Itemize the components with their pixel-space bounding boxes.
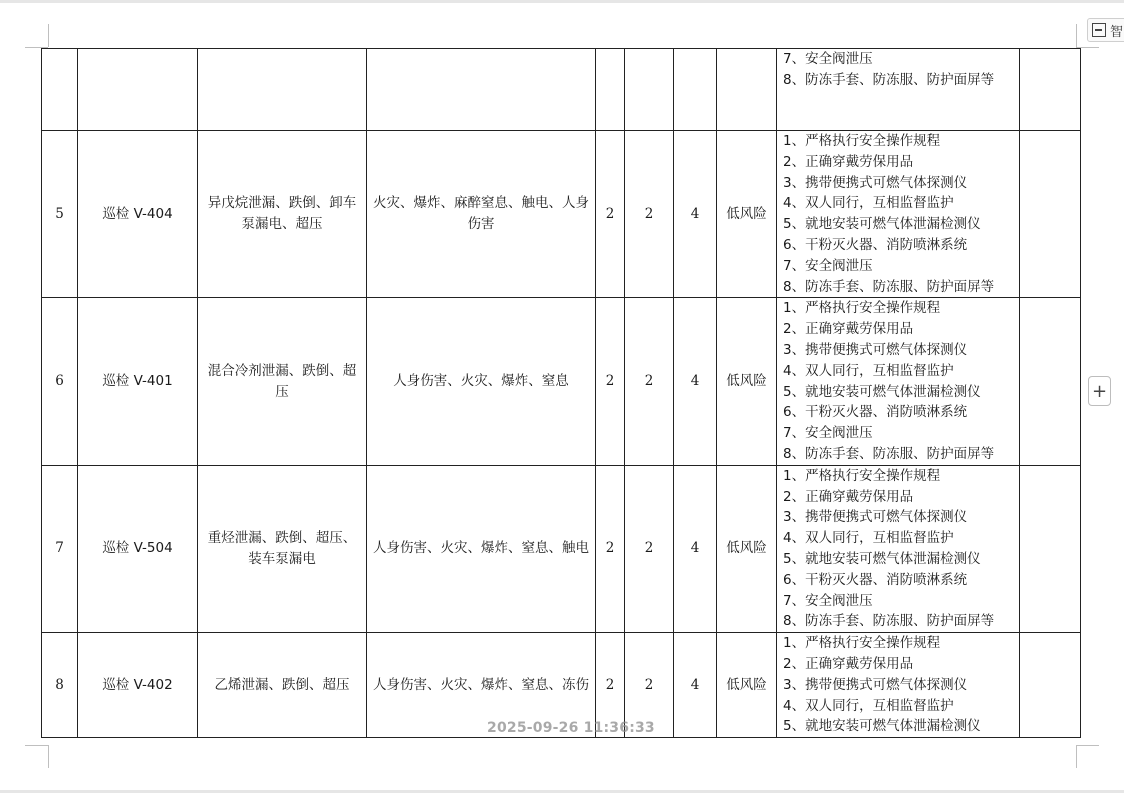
measure-line: 3、携带便携式可燃气体探测仪 [783,174,968,191]
measure-line: 4、双人同行，互相监督监护 [783,530,954,547]
measure-line: 3、携带便携式可燃气体探测仪 [783,341,968,358]
measure-line: 1、严格执行安全操作规程 [783,300,941,317]
plus-icon: + [1091,380,1108,402]
table-row [42,131,1081,298]
cell-s: 2 [625,465,674,632]
measure-line: 4、双人同行，互相监督监护 [783,362,954,379]
cell-task: 巡检 V-402 [78,633,198,738]
page-top-edge [0,0,1124,3]
cell-task: 巡检 V-401 [78,298,198,465]
crop-mark [1076,24,1077,47]
measure-line: 5、就地安装可燃气体泄漏检测仪 [783,383,981,400]
cell-no [42,49,78,131]
cell-consequence: 人身伤害、火灾、爆炸、窒息、触电 [367,465,596,632]
table-row-partial [42,49,1081,131]
cell-s: 2 [625,633,674,738]
crop-mark [48,24,49,47]
cell-level: 低风险 [717,131,777,298]
cell-consequence: 人身伤害、火灾、爆炸、窒息、冻伤 [367,633,596,738]
cell-r: 4 [674,633,717,738]
add-button[interactable] [1088,376,1111,406]
smart-assistant-button[interactable] [1087,18,1124,42]
measure-line: 7、安全阀泄压 [783,51,873,67]
cell-hazard: 乙烯泄漏、跌倒、超压 [198,633,367,738]
measure-line: 8、防冻手套、防冻服、防护面屏等 [783,71,995,88]
cell-l: 2 [596,298,625,465]
cell-r: 4 [674,298,717,465]
measure-line: 2、正确穿戴劳保用品 [783,655,914,672]
measure-line: 3、携带便携式可燃气体探测仪 [783,509,968,526]
cell-measures [777,49,1020,131]
cell-no: 5 [42,131,78,298]
cell-s: 2 [625,131,674,298]
cell-task: 巡检 V-504 [78,465,198,632]
cell-no: 7 [42,465,78,632]
crop-mark [25,745,48,746]
crop-mark [1076,745,1077,768]
cell-consequence [367,49,596,131]
cell-level: 低风险 [717,465,777,632]
cell-consequence: 火灾、爆炸、麻醉窒息、触电、人身伤害 [367,131,596,298]
cell-remarks [1020,49,1081,131]
measure-line: 1、严格执行安全操作规程 [783,635,941,652]
cell-r: 4 [674,465,717,632]
measure-line: 2、正确穿戴劳保用品 [783,153,914,170]
measure-line: 7、安全阀泄压 [783,257,873,274]
cell-l [596,49,625,131]
smart-assistant-icon [1092,23,1106,37]
measure-line: 4、双人同行，互相监督监护 [783,697,954,714]
cell-hazard [198,49,367,131]
cell-r [674,49,717,131]
cell-task: 巡检 V-404 [78,131,198,298]
measure-line: 8、防冻手套、防冻服、防护面屏等 [783,445,995,462]
measure-line: 1、严格执行安全操作规程 [783,467,941,484]
crop-mark [48,745,49,768]
measure-line: 8、防冻手套、防冻服、防护面屏等 [783,613,995,630]
measure-line: 5、就地安装可燃气体泄漏检测仪 [783,550,981,567]
cell-level: 低风险 [717,298,777,465]
cell-s: 2 [625,298,674,465]
measure-line: 2、正确穿戴劳保用品 [783,488,914,505]
measure-line: 4、双人同行，互相监督监护 [783,195,954,212]
table-row [42,298,1081,465]
cell-level: 低风险 [717,633,777,738]
cell-no: 6 [42,298,78,465]
cell-no: 8 [42,633,78,738]
measure-line: 7、安全阀泄压 [783,425,873,442]
cell-measures [777,298,1020,465]
smart-assistant-label: 智 [1110,24,1124,40]
measure-line: 6、干粉灭火器、消防喷淋系统 [783,236,968,253]
cell-remarks [1020,298,1081,465]
cell-measures [777,131,1020,298]
measure-line: 6、干粉灭火器、消防喷淋系统 [783,404,968,421]
measure-line: 5、就地安装可燃气体泄漏检测仪 [783,718,981,735]
cell-remarks [1020,633,1081,738]
cell-hazard: 重烃泄漏、跌倒、超压、装车泵漏电 [198,465,367,632]
cell-consequence: 人身伤害、火灾、爆炸、窒息 [367,298,596,465]
timestamp-watermark: 2025-09-26 11:36:33 [487,720,655,736]
cell-task [78,49,198,131]
measure-line: 8、防冻手套、防冻服、防护面屏等 [783,278,995,295]
cell-l: 2 [596,465,625,632]
cell-measures [777,465,1020,632]
cell-remarks [1020,465,1081,632]
cell-s [625,49,674,131]
measure-line: 7、安全阀泄压 [783,592,873,609]
cell-remarks [1020,131,1081,298]
measure-line: 2、正确穿戴劳保用品 [783,321,914,338]
cell-r: 4 [674,131,717,298]
measure-line: 5、就地安装可燃气体泄漏检测仪 [783,216,981,233]
table-row [42,465,1081,632]
cell-level [717,49,777,131]
cell-l: 2 [596,633,625,738]
crop-mark [1076,745,1099,746]
cell-hazard: 异戊烷泄漏、跌倒、卸车泵漏电、超压 [198,131,367,298]
measure-line: 1、严格执行安全操作规程 [783,133,941,149]
cell-hazard: 混合冷剂泄漏、跌倒、超压 [198,298,367,465]
risk-assessment-table [41,48,1081,738]
cell-measures [777,633,1020,738]
measure-line: 3、携带便携式可燃气体探测仪 [783,676,968,693]
measure-line: 6、干粉灭火器、消防喷淋系统 [783,571,968,588]
cell-l: 2 [596,131,625,298]
